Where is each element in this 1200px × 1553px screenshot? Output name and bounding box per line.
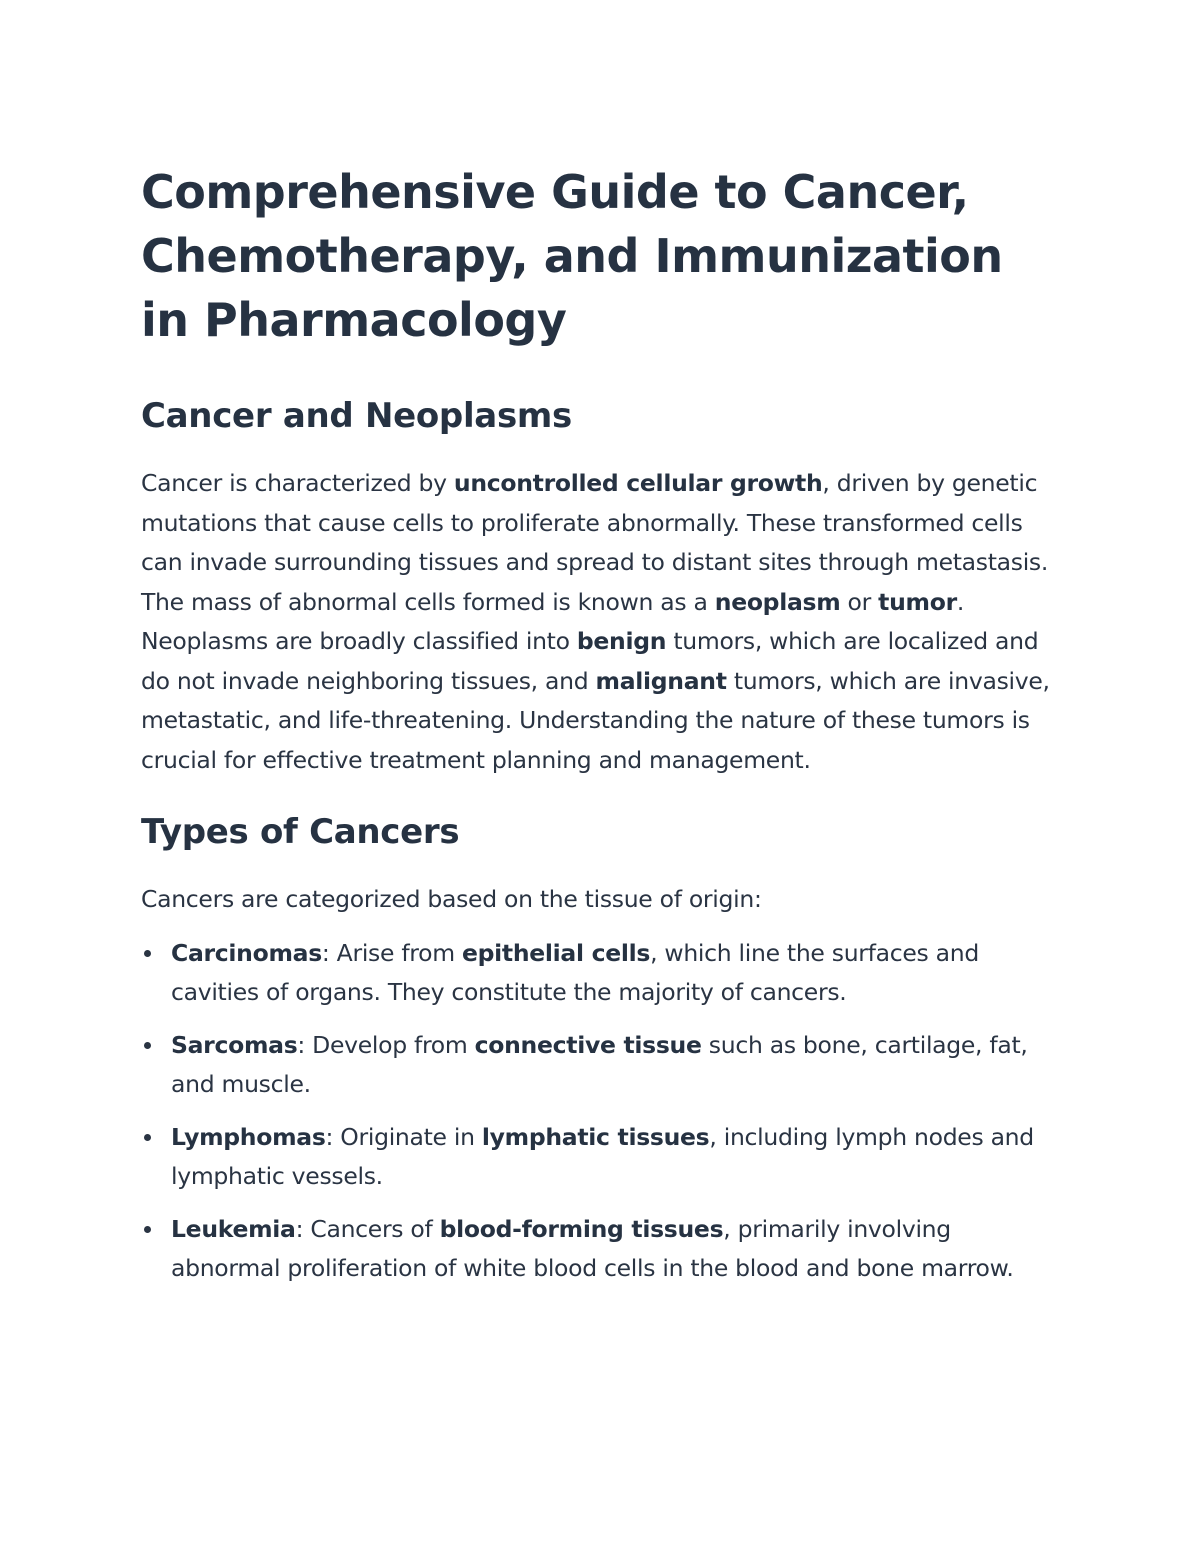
list-item-text: , which line the surfaces and cavities of organs. They constitute the majority of cancers. <box>171 938 979 1006</box>
list-item-sarcomas <box>141 1026 1061 1105</box>
paragraph-text: . Neoplasms are broadly classified into <box>141 587 965 655</box>
paragraph-types-intro: Cancers are categorized based on the tissue of origin: <box>141 885 762 913</box>
list-item-text: : Cancers of <box>295 1214 440 1243</box>
list-item-term: Sarcomas <box>171 1030 298 1059</box>
section-heading-types-of-cancers: Types of Cancers <box>141 812 460 852</box>
bold-term: tumor <box>878 587 957 616</box>
bold-term: neoplasm <box>714 587 841 616</box>
list-item-leukemia <box>141 1210 1061 1289</box>
paragraph-text: or <box>840 587 879 616</box>
list-item-carcinomas <box>141 934 1061 1013</box>
list-item-key: blood-forming tissues <box>439 1214 724 1243</box>
bold-term: uncontrolled cellular growth <box>453 469 823 497</box>
list-item-key: connective tissue <box>474 1030 702 1059</box>
list-item-term: Lymphomas <box>171 1122 326 1151</box>
list-item-text: , including lymph nodes and lymphatic vessels. <box>171 1122 1034 1190</box>
bold-term: malignant <box>595 666 727 695</box>
list-item-text: , primarily involving abnormal proliferation of white blood cells in the blood and bone marrow. <box>171 1214 1014 1282</box>
section-heading-cancer-and-neoplasms: Cancer and Neoplasms <box>141 396 572 436</box>
list-item-text: : Originate in <box>325 1122 482 1151</box>
bullet-icon <box>144 1134 151 1141</box>
paragraph-text: , driven by genetic mutations that cause cells to proliferate abnormally. These transformed cells can invade surrounding tissues and spread to distant sites through metastasis. The mass of abnormal cells formed is known as a <box>141 469 1049 616</box>
cancer-types-list <box>141 934 1061 1289</box>
paragraph-text: tumors, which are localized and do not invade neighboring tissues, and <box>141 627 1039 695</box>
list-item-text: : Arise from <box>321 938 462 967</box>
bullet-icon <box>144 1042 151 1049</box>
bold-term: benign <box>576 627 667 655</box>
list-item-key: lymphatic tissues <box>481 1122 710 1151</box>
list-item-text: : Develop from <box>297 1030 475 1059</box>
document-title: Comprehensive Guide to Cancer, Chemotherapy, and Immunization in Pharmacology <box>141 165 1003 347</box>
list-item-lymphomas <box>141 1118 1061 1197</box>
list-item-term: Leukemia <box>171 1214 296 1243</box>
bullet-icon <box>144 1226 151 1233</box>
paragraph-cancer-and-neoplasms <box>141 464 1061 780</box>
paragraph-text: tumors, which are invasive, metastatic, and life-threatening. Understanding the nature of these tumors is crucial for effective treatment planning and management. <box>141 666 1050 774</box>
paragraph-text: Cancer is characterized by <box>141 469 454 497</box>
bullet-icon <box>144 950 151 957</box>
list-item-key: epithelial cells <box>461 938 651 967</box>
document-page <box>141 160 1061 1302</box>
list-item-term: Carcinomas <box>171 938 322 967</box>
list-item-text: such as bone, cartilage, fat, and muscle. <box>171 1030 1028 1098</box>
